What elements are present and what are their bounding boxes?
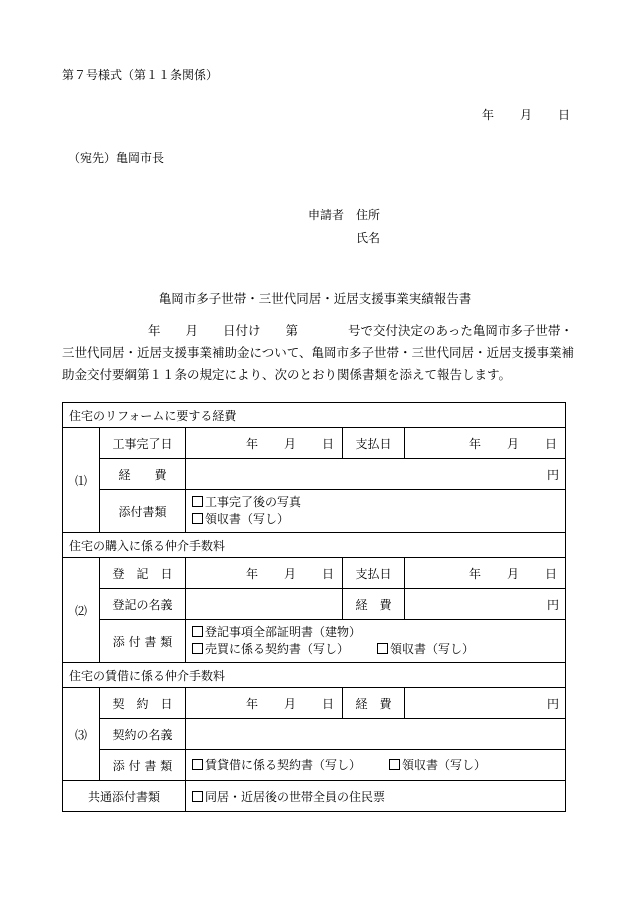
registrant-field[interactable]	[186, 589, 343, 620]
common-attachments	[186, 781, 566, 812]
checkbox-icon	[389, 759, 400, 770]
completion-date-label: 工事完了日	[100, 428, 186, 459]
intro-line-1: 年 月 日付け 第 号で交付決定のあった亀岡市多子世帯・	[148, 323, 573, 338]
attachments-label-1: 添付書類	[100, 490, 186, 533]
section-3-heading: 住宅の賃借に係る仲介手数料	[63, 663, 566, 688]
cost-field-1[interactable]: 円	[186, 459, 566, 490]
attachment-checkbox[interactable]: 領収書（写し）	[192, 511, 559, 528]
payment-date-label-2: 支払日	[343, 558, 405, 589]
cost-field-2[interactable]: 円	[405, 589, 566, 620]
section-1-heading: 住宅のリフォームに要する経費	[63, 403, 566, 428]
registrant-label: 登記の名義	[100, 589, 186, 620]
attachments-3	[186, 750, 566, 781]
intro-line-2: 三世代同居・近居支援事業補助金について、亀岡市多子世帯・三世代同居・近居支援事業補	[62, 345, 575, 360]
attachment-checkbox[interactable]: 同居・近居後の世帯全員の住民票	[192, 790, 385, 804]
year-label: 年	[482, 108, 495, 122]
completion-date-field[interactable]: 年 月 日	[186, 428, 343, 459]
attachments-1	[186, 490, 566, 533]
intro-line-3: 助金交付要綱第１１条の規定により、次のとおり関係書類を添えて報告します。	[62, 367, 512, 382]
cost-label-2: 経 費	[343, 589, 405, 620]
payment-date-field-2[interactable]: 年 月 日	[405, 558, 566, 589]
section-2-number: ⑵	[63, 558, 100, 663]
attachment-checkbox[interactable]: 賃貸借に係る契約書（写し）	[192, 757, 361, 774]
section-1-heading-row	[63, 403, 566, 428]
form-number: 第７号様式（第１１条関係）	[62, 68, 219, 82]
checkbox-icon	[192, 643, 203, 654]
day-label: 日	[558, 108, 571, 122]
checkbox-icon	[192, 513, 203, 524]
common-attachments-label: 共通添付書類	[63, 781, 186, 812]
document-title: 亀岡市多子世帯・三世代同居・近居支援事業実績報告書	[158, 291, 472, 306]
addressee: （宛先）亀岡市長	[68, 151, 165, 165]
attachment-checkbox[interactable]: 領収書（写し）	[377, 641, 474, 658]
section-2-heading: 住宅の購入に係る仲介手数料	[63, 533, 566, 558]
contract-name-label: 契約の名義	[100, 719, 186, 750]
address-label: 住所	[356, 208, 381, 222]
intro-paragraph	[62, 320, 582, 386]
checkbox-icon	[192, 626, 203, 637]
section-1-number: ⑴	[63, 428, 100, 533]
contract-date-label: 契 約 日	[100, 688, 186, 719]
section-3-number: ⑶	[63, 688, 100, 781]
payment-date-label-1: 支払日	[343, 428, 405, 459]
attachments-label-3: 添 付 書 類	[100, 750, 186, 781]
attachment-checkbox[interactable]: 登記事項全部証明書（建物）	[192, 624, 559, 641]
attachments-2	[186, 620, 566, 663]
attachment-checkbox[interactable]: 売買に係る契約書（写し）	[192, 641, 349, 658]
checkbox-icon	[192, 791, 203, 802]
checkbox-icon	[192, 759, 203, 770]
cost-field-3[interactable]: 円	[405, 688, 566, 719]
name-label: 氏名	[356, 231, 381, 245]
registration-date-field[interactable]: 年 月 日	[186, 558, 343, 589]
attachments-label-2: 添 付 書 類	[100, 620, 186, 663]
date-line	[482, 106, 570, 123]
attachment-checkbox[interactable]: 工事完了後の写真	[192, 494, 559, 511]
cost-label-1: 経 費	[100, 459, 186, 490]
registration-date-label: 登 記 日	[100, 558, 186, 589]
checkbox-icon	[377, 643, 388, 654]
applicant-label: 申請者	[308, 208, 345, 222]
month-label: 月	[520, 108, 533, 122]
contract-name-field[interactable]	[186, 719, 566, 750]
attachment-checkbox[interactable]: 領収書（写し）	[389, 757, 486, 774]
checkbox-icon	[192, 496, 203, 507]
payment-date-field-1[interactable]: 年 月 日	[405, 428, 566, 459]
contract-date-field[interactable]: 年 月 日	[186, 688, 343, 719]
cost-label-3: 経 費	[343, 688, 405, 719]
report-table	[62, 402, 566, 812]
